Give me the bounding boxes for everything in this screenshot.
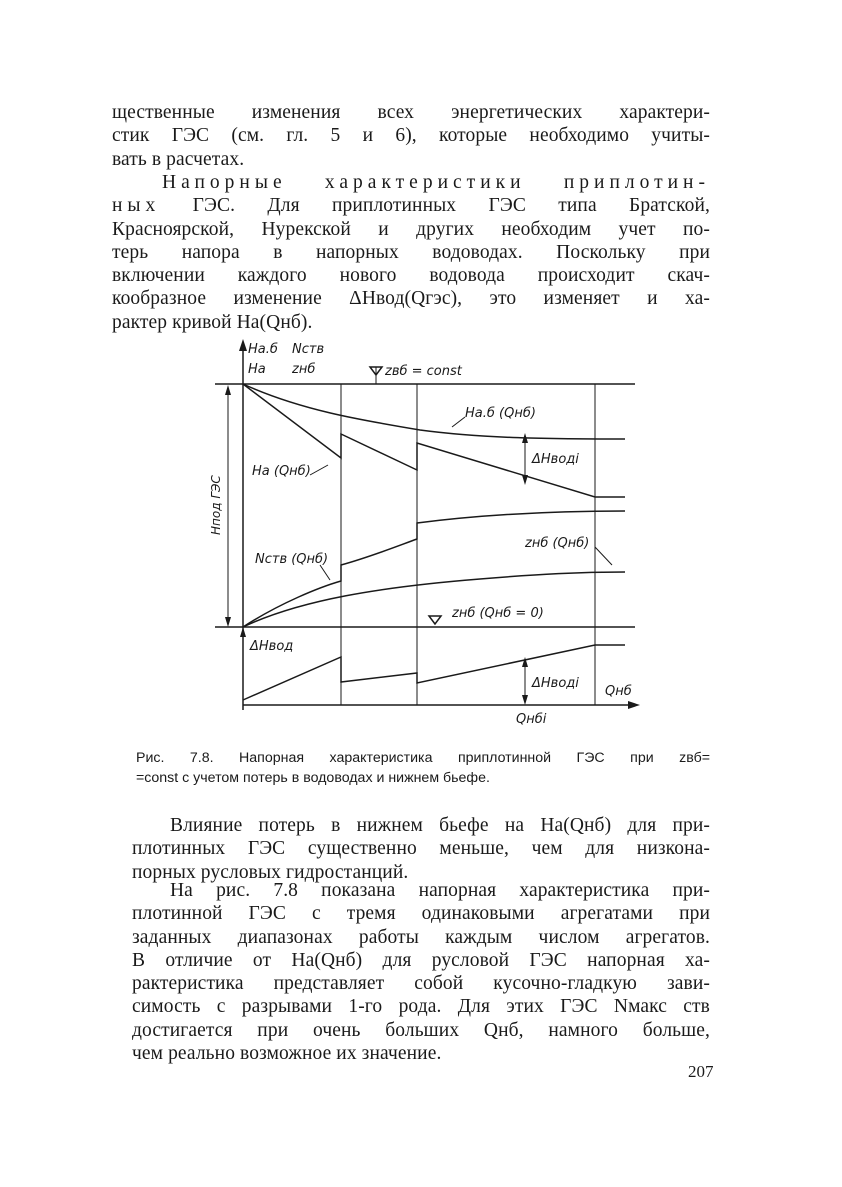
zvb-label: zвб = const	[385, 364, 462, 379]
text-line: вать в расчетах.	[112, 148, 245, 170]
text-line: заданных диапазонах работы каждым числом агрегатов.	[132, 926, 710, 948]
section-heading-end: ных	[112, 195, 161, 217]
q-nb-i-label: Qнбi	[516, 712, 547, 727]
axis-label: Hа.б	[248, 342, 278, 357]
paragraph-4	[132, 879, 710, 1065]
text-line: порных русловых гидростанций.	[132, 861, 409, 883]
text-line	[112, 194, 710, 217]
text-line: На рис. 7.8 показана напорная характеристика при-	[170, 880, 710, 901]
y-axis-arrow	[239, 339, 247, 351]
figure-7-8-diagram	[180, 325, 650, 735]
x-axis-arrow	[628, 701, 640, 709]
hab-curve	[243, 384, 625, 439]
page-number: 207	[688, 1062, 714, 1081]
caption-line: =const с учетом потерь в водоводах и нижнем бьефе.	[136, 770, 490, 786]
text-line: достигается при очень больших Qнб, намного больше,	[132, 1019, 710, 1041]
text-line: плотинных ГЭС существенно меньше, чем для низкона-	[132, 838, 710, 860]
paragraph-2	[112, 171, 710, 334]
text-line: симость с разрывами 1-го рода. Для этих ГЭС Nмакс ств	[132, 996, 710, 1018]
text-line: включении каждого нового водовода происходит скач-	[112, 265, 710, 287]
text-line: Влияние потерь в нижнем бьефе на Hа(Qнб) для при-	[170, 815, 710, 836]
text-line: щественные изменения всех энергетических характери-	[112, 102, 710, 123]
dh-vod-i-label: ΔHводi	[532, 676, 579, 691]
ha-label: Hа (Qнб)	[252, 464, 311, 479]
axis-label: zнб	[292, 362, 316, 377]
n-curve	[243, 511, 625, 627]
text-line: рактеристика представляет собой кусочно-гладкую зави-	[132, 973, 710, 995]
text-line: плотинной ГЭС с тремя одинаковыми агрегатами при	[132, 903, 710, 925]
text-line: терь напора в напорных водоводах. Поскольку при	[112, 241, 710, 263]
paragraph-1	[112, 101, 710, 171]
znb-zero-label: zнб (Qнб = 0)	[452, 606, 544, 621]
text-line: В отличие от Hа(Qнб) для русловой ГЭС напорная ха-	[132, 949, 710, 971]
ha-curve	[243, 384, 625, 497]
h-pod-label: Hпод ГЭС	[209, 475, 223, 535]
section-heading: Напорные характеристики приплотин-	[162, 172, 710, 193]
n-label: Nств (Qнб)	[255, 552, 329, 567]
text-line: кообразное изменение ΔHвод(Qгэс), это изменяет и ха-	[112, 288, 710, 310]
caption-line: Рис. 7.8. Напорная характеристика приплотинной ГЭС при zвб=	[136, 750, 710, 766]
axis-label: Nств	[292, 342, 325, 357]
text-line: Красноярской, Нурекской и других необходим учет по-	[112, 218, 710, 240]
dh-vod-curve	[243, 645, 625, 700]
x-axis-label: Qнб	[605, 684, 632, 699]
paragraph-3	[132, 814, 710, 884]
znb-label: zнб (Qнб)	[525, 536, 590, 551]
text-line: чем реально возможное их значение.	[132, 1043, 442, 1065]
text-span: ГЭС. Для приплотинных ГЭС типа Братской,	[160, 195, 710, 217]
dh-vod-label: ΔHвод	[250, 639, 294, 654]
figure-caption	[136, 748, 710, 788]
znb-curve	[243, 572, 625, 627]
hab-label: Hа.б (Qнб)	[465, 406, 536, 421]
axis-label: Hа	[248, 362, 266, 377]
text-line: рактер кривой Hа(Qнб).	[112, 311, 313, 333]
dh-vod-i-label: ΔHводi	[532, 452, 579, 467]
text-line: стик ГЭС (см. гл. 5 и 6), которые необходимо учиты-	[112, 125, 710, 147]
